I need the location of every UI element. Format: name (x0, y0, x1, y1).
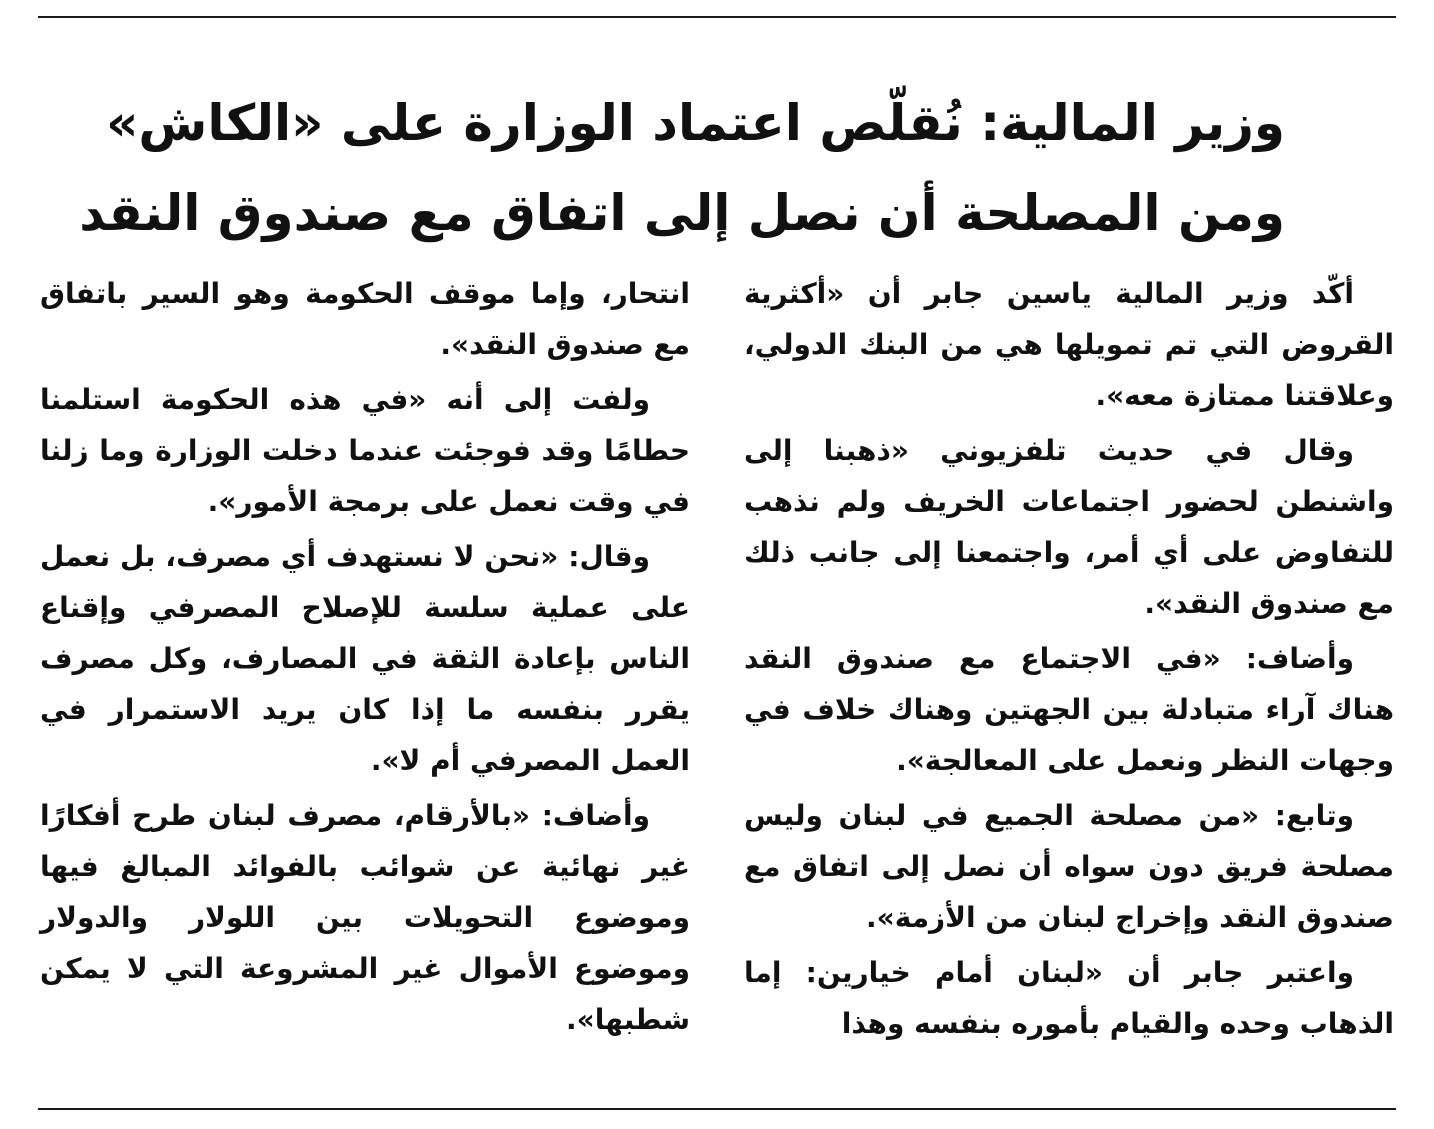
paragraph: وأضاف: «في الاجتماع مع صندوق النقد هناك آراء متبادلة بين الجهتين وهناك خلاف في وجهات النظر ونعمل على المعالجة». (744, 642, 1394, 777)
bottom-rule (38, 1108, 1396, 1110)
paragraph: أكّد وزير المالية ياسين جابر أن «أكثرية القروض التي تم تمويلها هي من البنك الدولي، وعلاقتنا ممتازة معه». (744, 277, 1394, 412)
headline-line-1: وزير المالية: نُقلّص اعتماد الوزارة على «الكاش» (106, 94, 1285, 152)
paragraph: وتابع: «من مصلحة الجميع في لبنان وليس مصلحة فريق دون سواه أن نصل إلى اتفاق مع صندوق النقد وإخراج لبنان من الأزمة». (744, 799, 1394, 934)
paragraph: وقال في حديث تلفزيوني «ذهبنا إلى واشنطن لحضور اجتماعات الخريف ولم نذهب للتفاوض على أي أمر، واجتمعنا إلى جانب ذلك مع صندوق النقد». (744, 434, 1394, 620)
paragraph: انتحار، وإما موقف الحكومة وهو السير باتفاق مع صندوق النقد». (40, 277, 690, 361)
article-column-right (744, 268, 1394, 1053)
headline (79, 78, 1285, 258)
paragraph: وقال: «نحن لا نستهدف أي مصرف، بل نعمل على عملية سلسة للإصلاح المصرفي وإقناع الناس بإعادة الثقة في المصارف، وكل مصرف يقرر بنفسه ما إذا كان يريد الاستمرار في العمل المصرفي أم لا». (40, 540, 690, 777)
paragraph: وأضاف: «بالأرقام، مصرف لبنان طرح أفكارًا غير نهائية عن شوائب بالفوائد المبالغ فيها وموضوع التحويلات بين اللولار والدولار وموضوع الأموال غير المشروعة التي لا يمكن شطبها». (40, 799, 690, 1036)
article-column-left (40, 268, 690, 1049)
top-rule (38, 16, 1396, 18)
headline-line-2: ومن المصلحة أن نصل إلى اتفاق مع صندوق النقد (79, 184, 1285, 242)
paragraph: واعتبر جابر أن «لبنان أمام خيارين: إما الذهاب وحده والقيام بأموره بنفسه وهذا (744, 956, 1394, 1040)
paragraph: ولفت إلى أنه «في هذه الحكومة استلمنا حطامًا وقد فوجئت عندما دخلت الوزارة وما زلنا في وقت نعمل على برمجة الأمور». (40, 383, 690, 518)
